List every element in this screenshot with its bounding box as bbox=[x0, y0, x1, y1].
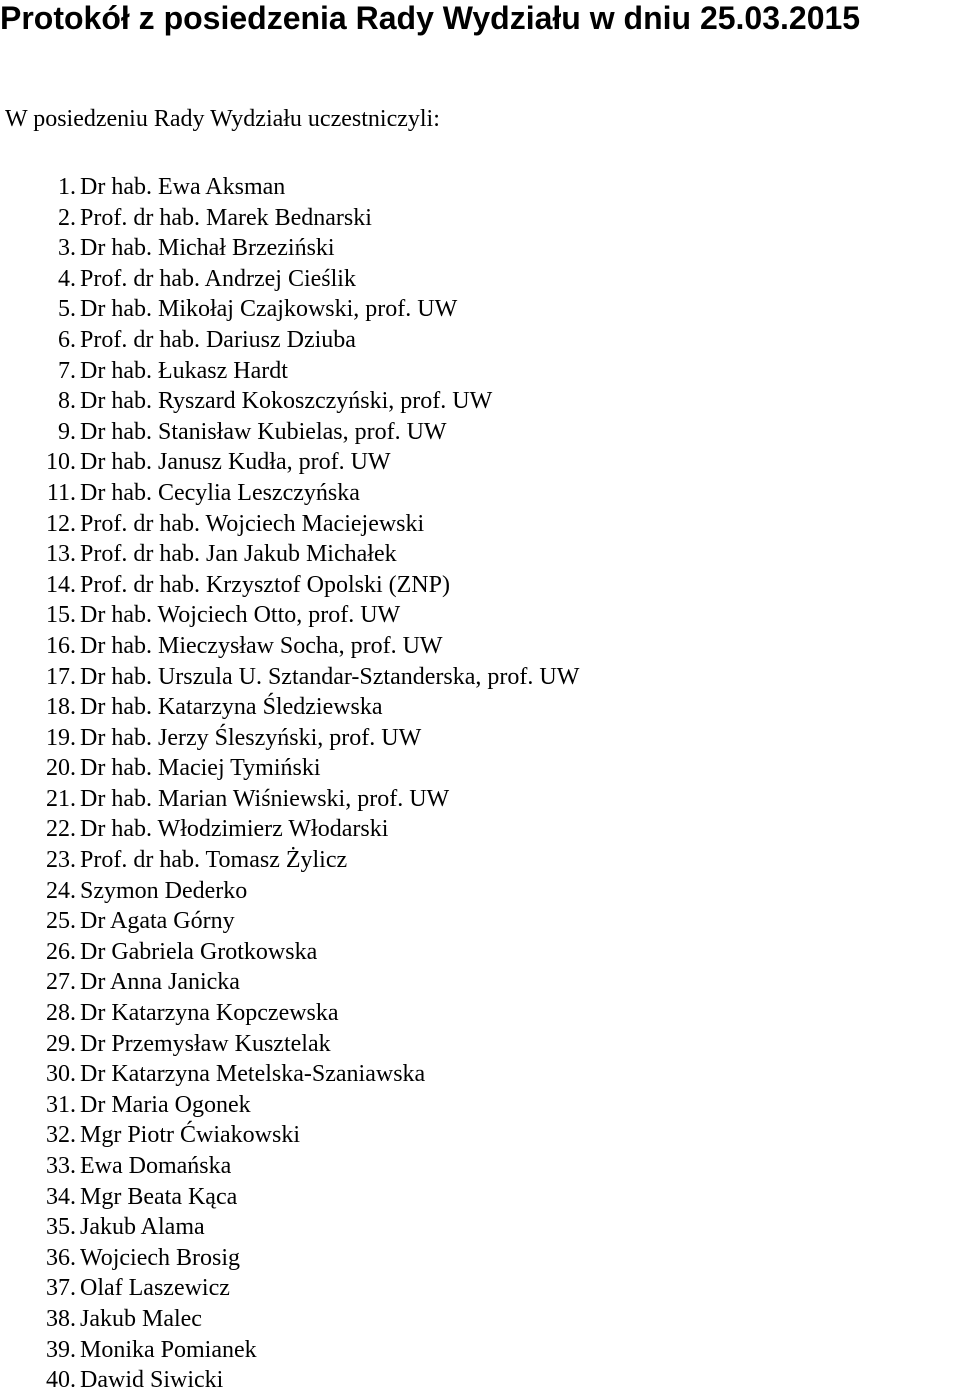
attendee-name: Prof. dr hab. Wojciech Maciejewski bbox=[80, 510, 425, 537]
list-item bbox=[0, 692, 579, 723]
attendee-name: Dr hab. Urszula U. Sztandar-Sztanderska, prof. UW bbox=[80, 663, 580, 690]
list-item bbox=[0, 784, 579, 815]
attendee-name: Dr hab. Ryszard Kokoszczyński, prof. UW bbox=[80, 388, 493, 415]
list-item bbox=[0, 937, 579, 968]
attendee-name: Dr hab. Stanisław Kubielas, prof. UW bbox=[80, 418, 447, 445]
list-item bbox=[0, 539, 579, 570]
list-item-number: 30. bbox=[46, 1061, 76, 1088]
document-title: Protokół z posiedzenia Rady Wydziału w dniu 25.03.2015 bbox=[0, 0, 861, 36]
attendee-name: Dawid Siwicki bbox=[80, 1367, 224, 1394]
attendee-name: Dr Katarzyna Kopczewska bbox=[80, 1000, 339, 1027]
list-item bbox=[0, 570, 579, 601]
list-item bbox=[0, 1335, 579, 1366]
list-item-number: 10. bbox=[46, 449, 76, 476]
list-item-number: 20. bbox=[46, 755, 76, 782]
attendee-name: Jakub Malec bbox=[80, 1305, 202, 1332]
list-item bbox=[0, 417, 579, 448]
attendee-name: Dr hab. Łukasz Hardt bbox=[80, 357, 288, 384]
attendee-name: Dr Przemysław Kusztelak bbox=[80, 1030, 331, 1057]
attendee-name: Dr hab. Janusz Kudła, prof. UW bbox=[80, 449, 391, 476]
list-item bbox=[0, 294, 579, 325]
attendee-name: Dr hab. Katarzyna Śledziewska bbox=[80, 694, 383, 721]
list-item bbox=[0, 906, 579, 937]
list-item-number: 27. bbox=[46, 969, 76, 996]
list-item bbox=[0, 325, 579, 356]
attendance-intro: W posiedzeniu Rady Wydziału uczestniczyli: bbox=[5, 106, 440, 132]
list-item bbox=[0, 203, 579, 234]
list-item-number: 36. bbox=[46, 1244, 76, 1271]
list-item-number: 34. bbox=[46, 1183, 76, 1210]
list-item bbox=[0, 1151, 579, 1182]
attendee-name: Olaf Laszewicz bbox=[80, 1275, 230, 1302]
list-item bbox=[0, 1273, 579, 1304]
list-item bbox=[0, 1090, 579, 1121]
list-item bbox=[0, 998, 579, 1029]
list-item-number: 37. bbox=[46, 1275, 76, 1302]
list-item bbox=[0, 723, 579, 754]
attendee-name: Monika Pomianek bbox=[80, 1336, 257, 1363]
list-item bbox=[0, 814, 579, 845]
attendee-name: Dr hab. Mikołaj Czajkowski, prof. UW bbox=[80, 296, 458, 323]
list-item bbox=[0, 172, 579, 203]
list-item-number: 23. bbox=[46, 847, 76, 874]
list-item-number: 2. bbox=[58, 204, 76, 231]
list-item-number: 18. bbox=[46, 694, 76, 721]
list-item-number: 4. bbox=[58, 265, 76, 292]
list-item-number: 32. bbox=[46, 1122, 76, 1149]
list-item bbox=[0, 1059, 579, 1090]
list-item-number: 7. bbox=[58, 357, 76, 384]
list-item bbox=[0, 1212, 579, 1243]
attendee-list bbox=[0, 172, 579, 1396]
attendee-name: Dr hab. Cecylia Leszczyńska bbox=[80, 479, 360, 506]
list-item bbox=[0, 509, 579, 540]
list-item bbox=[0, 356, 579, 387]
list-item-number: 12. bbox=[46, 510, 76, 537]
list-item bbox=[0, 386, 579, 417]
list-item-number: 9. bbox=[58, 418, 76, 445]
list-item bbox=[0, 631, 579, 662]
list-item bbox=[0, 876, 579, 907]
attendee-name: Ewa Domańska bbox=[80, 1153, 232, 1179]
attendee-name: Dr hab. Michał Brzeziński bbox=[80, 235, 335, 262]
list-item-number: 35. bbox=[46, 1214, 76, 1241]
list-item-number: 1. bbox=[58, 174, 76, 200]
attendee-name: Wojciech Brosig bbox=[80, 1244, 241, 1271]
list-item-number: 33. bbox=[46, 1153, 76, 1179]
list-item bbox=[0, 845, 579, 876]
list-item-number: 14. bbox=[46, 571, 76, 598]
attendee-name: Prof. dr hab. Andrzej Cieślik bbox=[80, 265, 356, 292]
attendee-name: Dr Agata Górny bbox=[80, 908, 235, 935]
list-item-number: 26. bbox=[46, 938, 76, 965]
list-item-number: 22. bbox=[46, 816, 76, 843]
list-item-number: 17. bbox=[46, 663, 76, 690]
list-item-number: 38. bbox=[46, 1305, 76, 1332]
list-item-number: 13. bbox=[46, 541, 76, 568]
list-item-number: 24. bbox=[46, 877, 76, 904]
list-item bbox=[0, 1243, 579, 1274]
attendee-name: Mgr Piotr Ćwiakowski bbox=[80, 1122, 301, 1149]
list-item-number: 28. bbox=[46, 1000, 76, 1027]
list-item-number: 8. bbox=[58, 388, 76, 415]
list-item-number: 21. bbox=[46, 785, 76, 812]
list-item bbox=[0, 753, 579, 784]
list-item-number: 40. bbox=[46, 1367, 76, 1394]
list-item bbox=[0, 478, 579, 509]
list-item-number: 19. bbox=[46, 724, 76, 751]
list-item bbox=[0, 1120, 579, 1151]
list-item-number: 3. bbox=[58, 235, 76, 262]
attendee-name: Dr hab. Ewa Aksman bbox=[80, 174, 286, 200]
attendee-name: Prof. dr hab. Jan Jakub Michałek bbox=[80, 541, 397, 568]
list-item bbox=[0, 1304, 579, 1335]
attendee-name: Prof. dr hab. Tomasz Żylicz bbox=[80, 847, 348, 874]
attendee-name: Prof. dr hab. Dariusz Dziuba bbox=[80, 326, 356, 353]
list-item bbox=[0, 447, 579, 478]
attendee-name: Dr hab. Mieczysław Socha, prof. UW bbox=[80, 632, 443, 659]
list-item-number: 6. bbox=[58, 326, 76, 353]
list-item-number: 39. bbox=[46, 1336, 76, 1363]
list-item-number: 25. bbox=[46, 908, 76, 935]
list-item bbox=[0, 662, 579, 693]
list-item bbox=[0, 1029, 579, 1060]
attendee-name: Dr hab. Maciej Tymiński bbox=[80, 755, 321, 782]
list-item-number: 29. bbox=[46, 1030, 76, 1057]
list-item bbox=[0, 600, 579, 631]
attendee-name: Szymon Dederko bbox=[80, 877, 248, 904]
list-item bbox=[0, 967, 579, 998]
attendee-name: Dr hab. Wojciech Otto, prof. UW bbox=[80, 602, 401, 629]
list-item-number: 15. bbox=[46, 602, 76, 629]
attendee-name: Dr Gabriela Grotkowska bbox=[80, 938, 318, 965]
attendee-name: Mgr Beata Kąca bbox=[80, 1183, 238, 1210]
attendee-name: Prof. dr hab. Marek Bednarski bbox=[80, 204, 372, 231]
attendee-name: Dr hab. Marian Wiśniewski, prof. UW bbox=[80, 785, 450, 812]
list-item bbox=[0, 1182, 579, 1213]
attendee-name: Dr Maria Ogonek bbox=[80, 1091, 251, 1118]
attendee-name: Dr hab. Jerzy Śleszyński, prof. UW bbox=[80, 724, 422, 751]
list-item bbox=[0, 1365, 579, 1396]
list-item-number: 5. bbox=[58, 296, 76, 323]
attendee-name: Dr hab. Włodzimierz Włodarski bbox=[80, 816, 389, 843]
attendee-name: Dr Katarzyna Metelska-Szaniawska bbox=[80, 1061, 426, 1088]
attendee-name: Prof. dr hab. Krzysztof Opolski (ZNP) bbox=[80, 571, 450, 598]
list-item-number: 31. bbox=[46, 1091, 76, 1118]
list-item-number: 16. bbox=[46, 632, 76, 659]
attendee-name: Jakub Alama bbox=[80, 1214, 205, 1241]
list-item bbox=[0, 233, 579, 264]
list-item-number: 11. bbox=[46, 479, 76, 506]
list-item bbox=[0, 264, 579, 295]
attendee-name: Dr Anna Janicka bbox=[80, 969, 240, 996]
